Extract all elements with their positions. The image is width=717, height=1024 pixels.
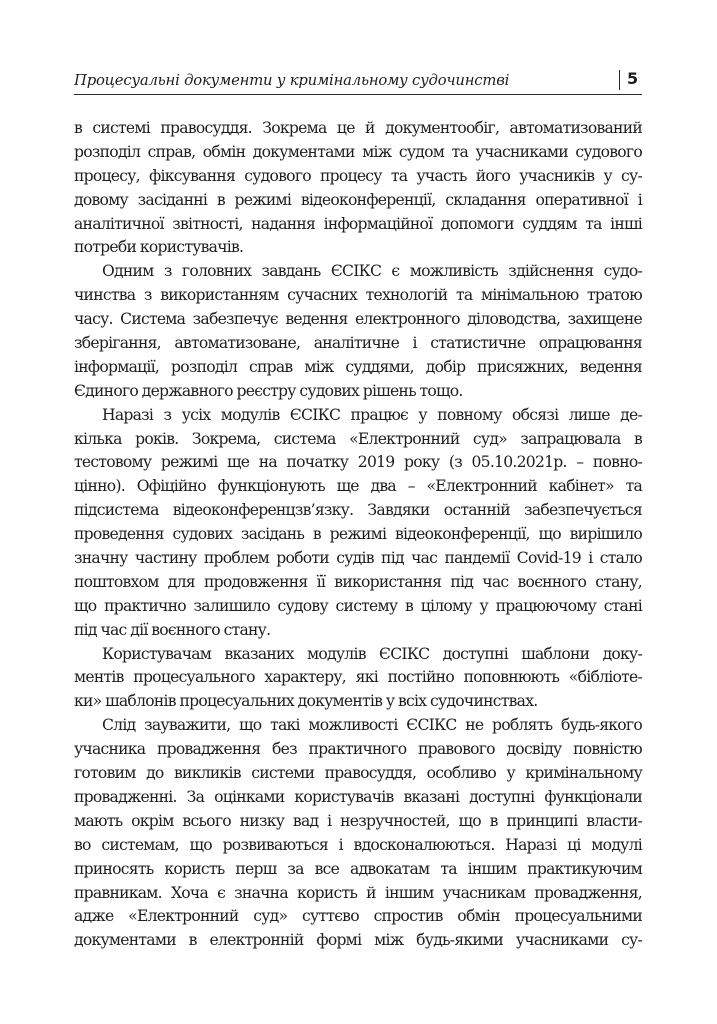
text-line: мають окрім всього низку вад і незручностей, що в принципі власти- bbox=[74, 811, 642, 830]
text-line: що практично залишило судову систему в цілому у працюючому стані bbox=[74, 596, 642, 615]
text-line: часу. Система забезпечує ведення електронного діловодства, захищене bbox=[74, 310, 642, 329]
text-line: провадженні. За оцінками користувачів вказані доступні функціонали bbox=[74, 787, 642, 806]
text-line: зберігання, автоматизоване, аналітичне і статистичне опрацювання bbox=[74, 334, 642, 353]
text-line: во системам, що розвиваються і вдосконалюються. Наразі ці модулі bbox=[74, 835, 642, 854]
text-line: проведення судових засідань в режимі відеоконференції, що вирішило bbox=[74, 525, 642, 544]
text-line: адже «Електронний суд» суттєво спростив обмін процесуальними bbox=[74, 907, 642, 926]
text-line: готовим до викликів системи правосуддя, особливо у кримінальному bbox=[74, 764, 642, 783]
text-line: Слід зауважити, що такі можливості ЄСІКС не роблять будь-якого bbox=[102, 716, 642, 735]
text-line: довому засіданні в режимі відеоконференції, складання оперативної і bbox=[74, 190, 642, 209]
text-line: в системі правосуддя. Зокрема це й документообіг, автоматизований bbox=[74, 119, 642, 137]
text-line: документами в електронній формі між будь-якими учасниками су- bbox=[74, 931, 642, 950]
running-title: Процесуальні документи у кримінальному судочинстві bbox=[74, 72, 510, 89]
text-line: потреби користувачів. bbox=[74, 238, 244, 257]
page-number: 5 bbox=[627, 69, 639, 88]
text-line: аналітичної звітності, надання інформаційної допомоги суддям та інші bbox=[74, 214, 642, 233]
text-line: правникам. Хоча є значна користь й іншим учасникам провадження, bbox=[74, 883, 642, 902]
text-line: ментів процесуального характеру, які постійно поповнюють «бібліоте- bbox=[74, 668, 642, 687]
text-line: Користувачам вказаних модулів ЄСІКС доступні шаблони доку- bbox=[102, 644, 642, 663]
text-line: Єдиного державного реєстру судових рішень тощо. bbox=[74, 381, 463, 400]
running-header bbox=[74, 68, 642, 95]
text-line: кілька років. Зокрема, система «Електронний суд» запрацювала в bbox=[74, 429, 642, 448]
text-line: тестовому режимі ще на початку 2019 року (з 05.10.2021р. – повно- bbox=[74, 453, 642, 472]
text-line: поштовхом для продовження її використання під час воєнного стану, bbox=[74, 572, 642, 591]
text-line: чинства з використанням сучасних технологій та мінімальною тратою bbox=[74, 286, 642, 305]
header-separator bbox=[619, 70, 620, 90]
text-line: Одним з головних завдань ЄСІКС є можливість здійснення судо- bbox=[102, 262, 642, 281]
text-line: розподіл справ, обмін документами між судом та учасниками судового bbox=[74, 142, 642, 161]
text-line: підсистема відеоконференцзв’язку. Завдяки останній забезпечується bbox=[74, 501, 642, 520]
text-line: приносять користь перш за все адвокатам та іншим практикуючим bbox=[74, 859, 642, 878]
text-line: значну частину проблем роботи судів під час пандемії Covid-19 і стало bbox=[74, 549, 642, 568]
text-line: учасника провадження без практичного правового досвіду повністю bbox=[74, 740, 642, 759]
text-line: ки» шаблонів процесуальних документів у всіх судочинствах. bbox=[74, 692, 538, 711]
text-line: інформації, розподіл справ між суддями, добір присяжних, ведення bbox=[74, 357, 642, 376]
text-line: Наразі з усіх модулів ЄСІКС працює у повному обсязі лише де- bbox=[102, 405, 642, 424]
text-line: процесу, фіксування судового процесу та участь його учасників у су- bbox=[74, 166, 642, 185]
text-line: під час дії воєнного стану. bbox=[74, 620, 271, 639]
text-line: цінно). Офіційно функціонують ще два – «Електронний кабінет» та bbox=[74, 477, 642, 496]
body-text bbox=[74, 117, 642, 953]
